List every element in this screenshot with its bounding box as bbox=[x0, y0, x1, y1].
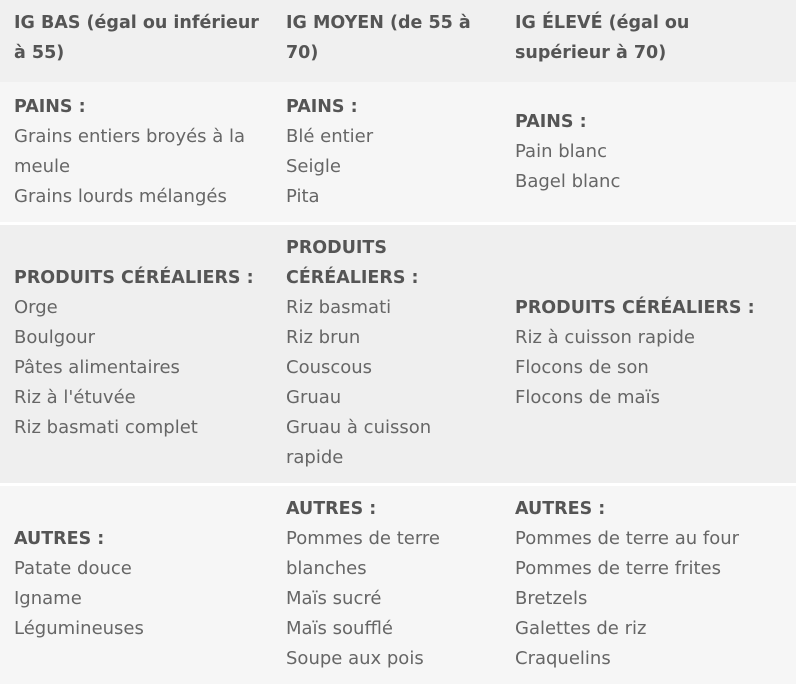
list-item: Bretzels bbox=[515, 588, 588, 609]
cell-pains-low bbox=[0, 82, 272, 222]
list-item: Légumineuses bbox=[14, 618, 144, 639]
list-item: Riz basmati complet bbox=[14, 417, 198, 438]
list-item: Riz brun bbox=[286, 327, 361, 348]
list-item: Bagel blanc bbox=[515, 171, 621, 192]
list-item: Soupe aux pois bbox=[286, 648, 424, 669]
category-label: AUTRES : bbox=[14, 529, 105, 549]
list-item: Pâtes alimentaires bbox=[14, 357, 180, 378]
list-item: Seigle bbox=[286, 156, 342, 177]
header-ig-high: IG ÉLEVÉ (égal ou supérieur à 70) bbox=[501, 0, 796, 82]
category-label: PRODUITS CÉRÉALIERS : bbox=[14, 268, 254, 288]
cell-autres-high bbox=[501, 486, 796, 684]
list-item: Flocons de maïs bbox=[515, 387, 660, 408]
category-label: PRODUITS CÉRÉALIERS : bbox=[515, 298, 755, 318]
category-label: AUTRES : bbox=[515, 499, 606, 519]
list-item: Maïs soufflé bbox=[286, 618, 393, 639]
cell-autres-low bbox=[0, 486, 272, 684]
cell-autres-medium bbox=[272, 486, 501, 684]
list-item: Pain blanc bbox=[515, 141, 607, 162]
cell-cereales-medium bbox=[272, 225, 501, 483]
list-item: Grains entiers broyés à la meule bbox=[14, 126, 246, 177]
list-item: Pommes de terre frites bbox=[515, 558, 721, 579]
list-item: Riz à l'étuvée bbox=[14, 387, 136, 408]
cell-pains-high bbox=[501, 82, 796, 222]
list-item: Boulgour bbox=[14, 327, 96, 348]
list-item: Galettes de riz bbox=[515, 618, 647, 639]
category-label: PAINS : bbox=[14, 97, 86, 117]
list-item: Couscous bbox=[286, 357, 373, 378]
header-ig-low: IG BAS (égal ou inférieur à 55) bbox=[0, 0, 272, 82]
category-label: AUTRES : bbox=[286, 499, 377, 519]
list-item: Maïs sucré bbox=[286, 588, 382, 609]
table-row-autres bbox=[0, 486, 796, 684]
list-item: Igname bbox=[14, 588, 82, 609]
category-label: PAINS : bbox=[286, 97, 358, 117]
list-item: Gruau à cuisson rapide bbox=[286, 417, 432, 468]
list-item: Flocons de son bbox=[515, 357, 649, 378]
list-item: Pita bbox=[286, 186, 320, 207]
category-label: PAINS : bbox=[515, 112, 587, 132]
cell-cereales-high bbox=[501, 225, 796, 483]
list-item: Pommes de terre au four bbox=[515, 528, 740, 549]
category-label: PRODUITS CÉRÉALIERS : bbox=[286, 238, 419, 288]
list-item: Pommes de terre blanches bbox=[286, 528, 440, 579]
list-item: Riz basmati bbox=[286, 297, 392, 318]
list-item: Orge bbox=[14, 297, 58, 318]
cell-cereales-low bbox=[0, 225, 272, 483]
list-item: Gruau bbox=[286, 387, 342, 408]
list-item: Grains lourds mélangés bbox=[14, 186, 227, 207]
table-header-row bbox=[0, 0, 796, 82]
list-item: Blé entier bbox=[286, 126, 374, 147]
list-item: Craquelins bbox=[515, 648, 611, 669]
cell-pains-medium bbox=[272, 82, 501, 222]
table-row-cereales bbox=[0, 225, 796, 483]
table-row-pains bbox=[0, 82, 796, 222]
list-item: Patate douce bbox=[14, 558, 132, 579]
header-ig-medium: IG MOYEN (de 55 à 70) bbox=[272, 0, 501, 82]
list-item: Riz à cuisson rapide bbox=[515, 327, 695, 348]
